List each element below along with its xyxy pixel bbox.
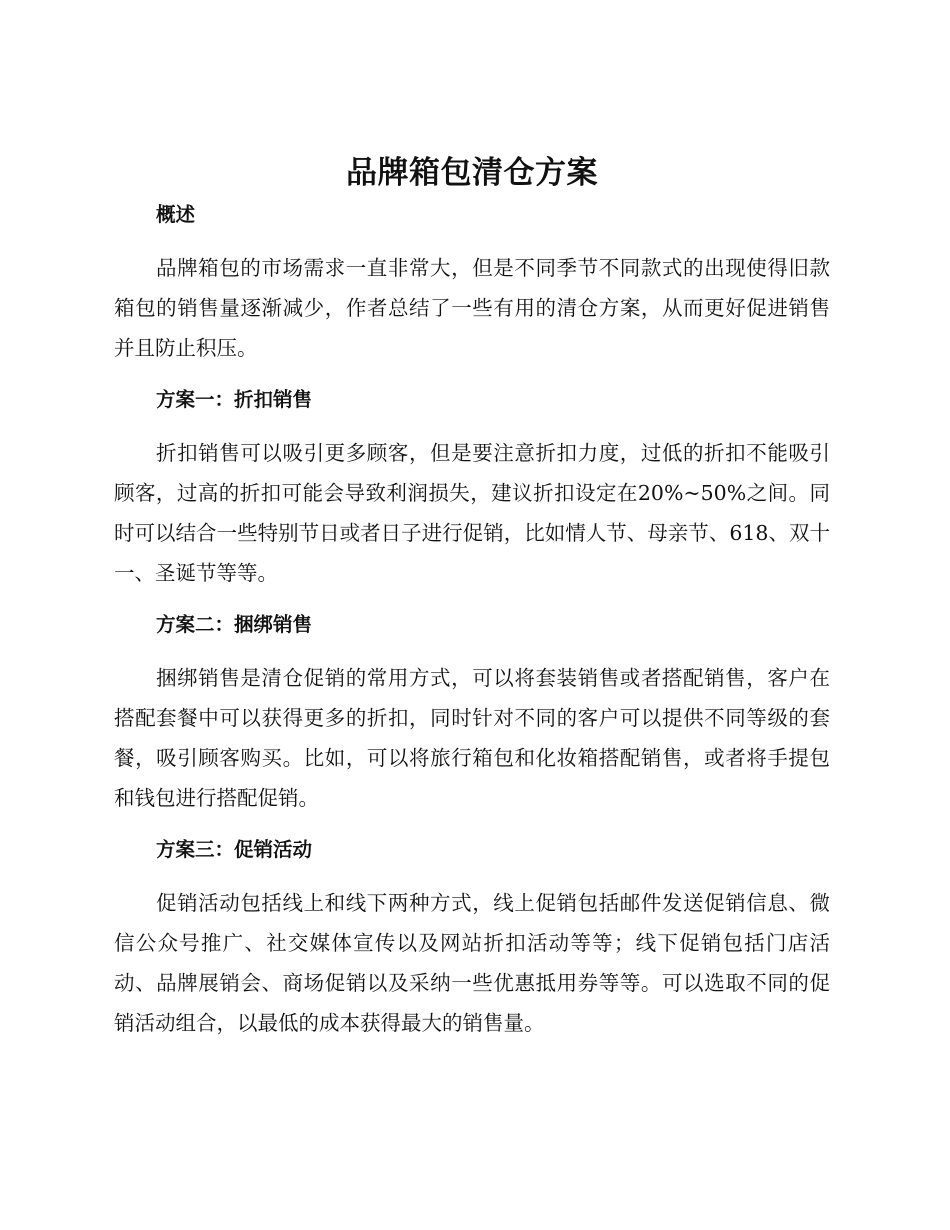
page-title: 品牌箱包清仓方案	[346, 155, 598, 191]
section-heading-plan-3: 方案三：促销活动	[156, 838, 313, 861]
section-body-overview: 品牌箱包的市场需求一直非常大，但是不同季节不同款式的出现使得旧款箱包的销售量逐渐减少，作者总结了一些有用的清仓方案，从而更好促进销售并且防止积压。	[114, 256, 830, 360]
section-heading-plan-1: 方案一：折扣销售	[156, 388, 313, 411]
section-heading-plan-2: 方案二：捆绑销售	[156, 613, 313, 636]
section-body-plan-2: 捆绑销售是清仓促销的常用方式，可以将套装销售或者搭配销售，客户在搭配套餐中可以获得更多的折扣，同时针对不同的客户可以提供不同等级的套餐，吸引顾客购买。比如，可以将旅行箱包和化妆箱搭配销售，或者将手提包和钱包进行搭配促销。	[114, 666, 830, 810]
document-content	[114, 151, 830, 1043]
section-body-plan-3: 促销活动包括线上和线下两种方式，线上促销包括邮件发送促销信息、微信公众号推广、社交媒体宣传以及网站折扣活动等等；线下促销包括门店活动、品牌展销会、商场促销以及采纳一些优惠抵用券等等。可以选取不同的促销活动组合，以最低的成本获得最大的销售量。	[114, 891, 830, 1035]
section-body-plan-1: 折扣销售可以吸引更多顾客，但是要注意折扣力度，过低的折扣不能吸引顾客，过高的折扣可能会导致利润损失，建议折扣设定在20%~50%之间。同时可以结合一些特别节日或者日子进行促销，比如情人节、母亲节、618、双十一、圣诞节等等。	[114, 441, 830, 585]
section-heading-overview: 概述	[156, 203, 196, 226]
